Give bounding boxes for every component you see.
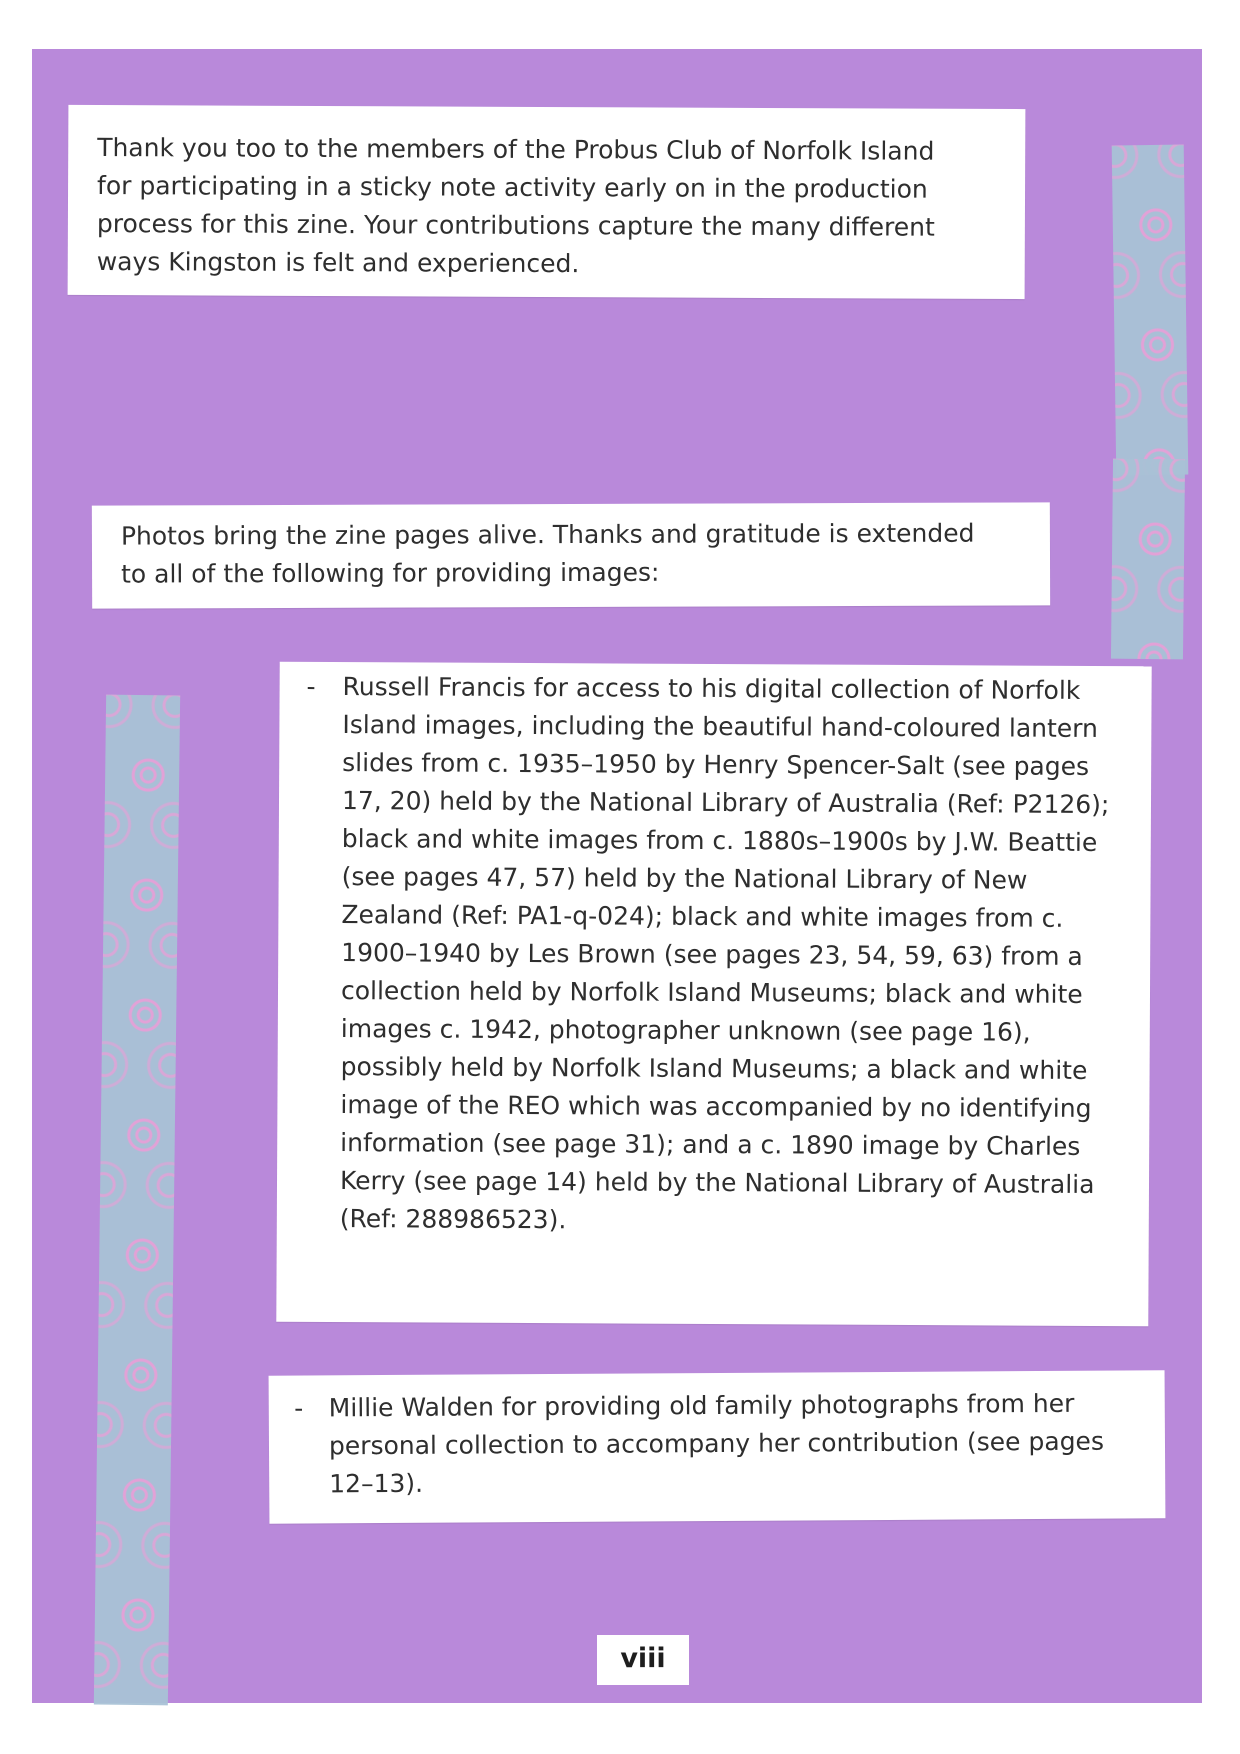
credit-millie-walden (269, 1370, 1166, 1523)
list-bullet: - (306, 671, 316, 701)
photos-intro-note (92, 502, 1050, 608)
list-item (277, 662, 1132, 1242)
photos-intro-text: Photos bring the zine pages alive. Thanks and gratitude is extended to all of the following for providing images: (120, 518, 975, 589)
washi-tape-left (94, 695, 180, 1706)
probus-thanks-note (68, 105, 1026, 299)
zine-page (32, 49, 1202, 1703)
page-number: viii (597, 1635, 689, 1685)
list-item (269, 1370, 1146, 1503)
credit-text: Millie Walden for providing old family photographs from her personal collection to accompany her contribution (see pages 12–13). (328, 1388, 1105, 1499)
list-bullet: - (294, 1393, 304, 1423)
washi-tape-top-right (1112, 145, 1189, 476)
washi-tape-middle-right (1111, 459, 1185, 660)
credit-text: Russell Francis for access to his digital collection of Norfolk Island images, including the beautiful hand-coloured lantern slides from c. 1935–1950 by Henry Spencer-Salt (see pages 17, 20) held by the National Library of Australia (Ref: P2126); black and white images from c. 1880s–1900s by J.W. Beattie (see pages 47, 57) held by the National Library of New Zealand (Ref: PA1-q-024); black and white images from c. 1900–1940 by Les Brown (see pages 23, 54, 59, 63) from a collection held by Norfolk Island Museums; black and white images c. 1942, photographer unknown (see page 16), possibly held by Norfolk Island Museums; a black and white image of the REO which was accompanied by no identifying information (see page 31); and a c. 1890 image by Charles Kerry (see page 14) held by the National Library of Australia (Ref: 288986523). (339, 672, 1110, 1235)
credit-russell-francis (276, 662, 1151, 1327)
probus-thanks-text: Thank you too to the members of the Probus Club of Norfolk Island for participating in a sticky note activity early on in the production process for this zine. Your contributions capture the many different ways Kingston is felt and experienced. (96, 133, 935, 279)
